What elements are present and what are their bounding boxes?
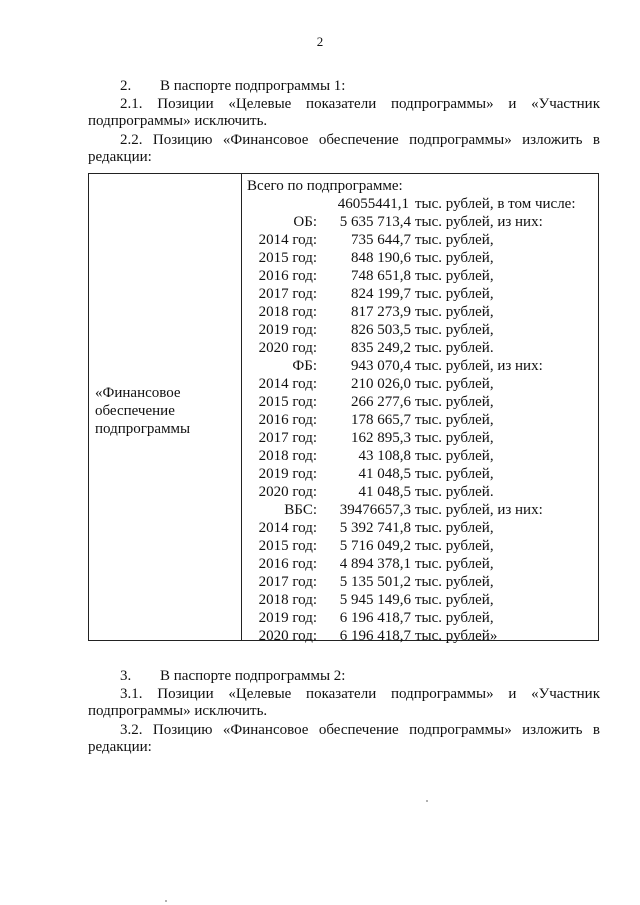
- row-amount: 6 196 418,7: [339, 610, 411, 626]
- row-amount: 41 048,5: [358, 466, 411, 482]
- row-unit: тыс. рублей,: [415, 520, 494, 536]
- row-amount: 5 392 741,8: [339, 520, 411, 536]
- row-amount: 5 716 049,2: [339, 538, 411, 554]
- scan-speck: [165, 900, 167, 902]
- row-amount: 178 665,7: [351, 412, 411, 428]
- row-label: ОБ:: [293, 214, 317, 230]
- table-row: [245, 375, 595, 393]
- table-row: [245, 627, 595, 645]
- row-unit: тыс. рублей,: [415, 610, 494, 626]
- row-amount: 748 651,8: [351, 268, 411, 284]
- table-row: [245, 303, 595, 321]
- total-amount: 46055441,1: [337, 196, 409, 212]
- table-row: [245, 411, 595, 429]
- row-label: 2014 год:: [258, 376, 317, 392]
- table-row: [245, 609, 595, 627]
- table-row: [245, 501, 595, 519]
- row-unit: тыс. рублей.: [415, 484, 494, 500]
- row-amount: 162 895,3: [351, 430, 411, 446]
- table-label-cell: «Финансовое обеспечение подпрограммы: [95, 385, 191, 437]
- row-amount: 824 199,7: [351, 286, 411, 302]
- table-row: [245, 321, 595, 339]
- row-label: 2019 год:: [258, 466, 317, 482]
- table-row: [245, 249, 595, 267]
- table-row: [245, 429, 595, 447]
- table-row: [245, 465, 595, 483]
- table-row: [245, 537, 595, 555]
- row-label: 2015 год:: [258, 394, 317, 410]
- row-amount: 735 644,7: [351, 232, 411, 248]
- row-unit: тыс. рублей,: [415, 448, 494, 464]
- table-row: [245, 555, 595, 573]
- row-amount: 826 503,5: [351, 322, 411, 338]
- table-row: [245, 483, 595, 501]
- paragraph-3-2: [88, 722, 600, 756]
- row-unit: тыс. рублей,: [415, 304, 494, 320]
- table-total-row: [245, 195, 595, 213]
- row-amount: 39476657,3: [339, 502, 411, 518]
- table-row: [245, 231, 595, 249]
- row-amount: 835 249,2: [351, 340, 411, 356]
- row-amount: 817 273,9: [351, 304, 411, 320]
- row-amount: 4 894 378,1: [339, 556, 411, 572]
- paragraph-3-1: [88, 686, 600, 720]
- total-unit: тыс. рублей, в том числе:: [415, 196, 576, 212]
- row-unit: тыс. рублей, из них:: [415, 502, 543, 518]
- scan-speck: [426, 800, 428, 802]
- row-unit: тыс. рублей,: [415, 466, 494, 482]
- row-label: 2020 год:: [258, 628, 317, 644]
- row-unit: тыс. рублей,: [415, 592, 494, 608]
- paragraph-2-1-line-2: подпрограммы» исключить.: [88, 113, 268, 129]
- row-unit: тыс. рублей,: [415, 286, 494, 302]
- row-unit: тыс. рублей,: [415, 322, 494, 338]
- row-label: 2016 год:: [258, 412, 317, 428]
- row-unit: тыс. рублей,: [415, 538, 494, 554]
- row-unit: тыс. рублей,: [415, 268, 494, 284]
- row-amount: 6 196 418,7: [339, 628, 411, 644]
- paragraph-3-2-line-1: 3.2. Позицию «Финансовое обеспечение подпрограммы» изложить в: [120, 722, 600, 738]
- row-unit: тыс. рублей, из них:: [415, 214, 543, 230]
- row-label: 2018 год:: [258, 448, 317, 464]
- section-2-number: 2.: [120, 78, 132, 94]
- row-label: 2014 год:: [258, 520, 317, 536]
- row-amount: 43 108,8: [358, 448, 411, 464]
- row-amount: 266 277,6: [351, 394, 411, 410]
- row-amount: 943 070,4: [351, 358, 411, 374]
- table-row: [245, 267, 595, 285]
- row-label: 2017 год:: [258, 430, 317, 446]
- paragraph-2-1-line-1: 2.1. Позиции «Целевые показатели подпрограммы» и «Участник: [120, 96, 600, 112]
- row-label: 2018 год:: [258, 304, 317, 320]
- section-3-heading: [88, 668, 600, 685]
- row-label: 2017 год:: [258, 286, 317, 302]
- row-amount: 848 190,6: [351, 250, 411, 266]
- section-2-heading: [88, 78, 600, 95]
- row-amount: 5 635 713,4: [339, 214, 411, 230]
- row-label: 2016 год:: [258, 556, 317, 572]
- table-row: [245, 591, 595, 609]
- row-label: 2015 год:: [258, 538, 317, 554]
- table-row: [245, 213, 595, 231]
- paragraph-3-1-line-1: 3.1. Позиции «Целевые показатели подпрограммы» и «Участник: [120, 686, 600, 702]
- row-label: 2016 год:: [258, 268, 317, 284]
- paragraph-2-2-line-1: 2.2. Позицию «Финансовое обеспечение подпрограммы» изложить в: [120, 132, 600, 148]
- row-amount: 5 135 501,2: [339, 574, 411, 590]
- row-label: ВБС:: [284, 502, 317, 518]
- row-label: ФБ:: [292, 358, 317, 374]
- paragraph-3-2-line-2: редакции:: [88, 739, 152, 755]
- row-unit: тыс. рублей,: [415, 232, 494, 248]
- row-unit: тыс. рублей»: [415, 628, 498, 644]
- row-unit: тыс. рублей,: [415, 430, 494, 446]
- section-3-heading-text: В паспорте подпрограммы 2:: [160, 668, 346, 684]
- row-label: 2014 год:: [258, 232, 317, 248]
- table-row: [245, 447, 595, 465]
- table-row: [245, 339, 595, 357]
- table-row: [245, 393, 595, 411]
- section-2-heading-text: В паспорте подпрограммы 1:: [160, 78, 346, 94]
- table-row: [245, 573, 595, 591]
- table-column-divider: [241, 174, 242, 640]
- row-unit: тыс. рублей,: [415, 394, 494, 410]
- row-unit: тыс. рублей.: [415, 340, 494, 356]
- row-unit: тыс. рублей,: [415, 574, 494, 590]
- table-row: [245, 519, 595, 537]
- financing-table: [88, 173, 599, 644]
- row-label: 2019 год:: [258, 322, 317, 338]
- row-label: 2017 год:: [258, 574, 317, 590]
- row-amount: 5 945 149,6: [339, 592, 411, 608]
- row-unit: тыс. рублей,: [415, 376, 494, 392]
- row-unit: тыс. рублей, из них:: [415, 358, 543, 374]
- row-unit: тыс. рублей,: [415, 250, 494, 266]
- paragraph-3-1-line-2: подпрограммы» исключить.: [88, 703, 268, 719]
- row-amount: 41 048,5: [358, 484, 411, 500]
- row-amount: 210 026,0: [351, 376, 411, 392]
- section-3-number: 3.: [120, 668, 132, 684]
- row-label: 2019 год:: [258, 610, 317, 626]
- page-number: 2: [316, 34, 324, 49]
- paragraph-2-2-line-2: редакции:: [88, 149, 152, 165]
- row-unit: тыс. рублей,: [415, 412, 494, 428]
- row-label: 2020 год:: [258, 340, 317, 356]
- paragraph-2-1: [88, 96, 600, 130]
- table-value-cell: [245, 177, 595, 645]
- table-header-row: Всего по подпрограмме:: [247, 178, 403, 194]
- row-label: 2020 год:: [258, 484, 317, 500]
- paragraph-2-2: [88, 132, 600, 166]
- row-unit: тыс. рублей,: [415, 556, 494, 572]
- table-row: [245, 285, 595, 303]
- table-row: [245, 357, 595, 375]
- row-label: 2015 год:: [258, 250, 317, 266]
- row-label: 2018 год:: [258, 592, 317, 608]
